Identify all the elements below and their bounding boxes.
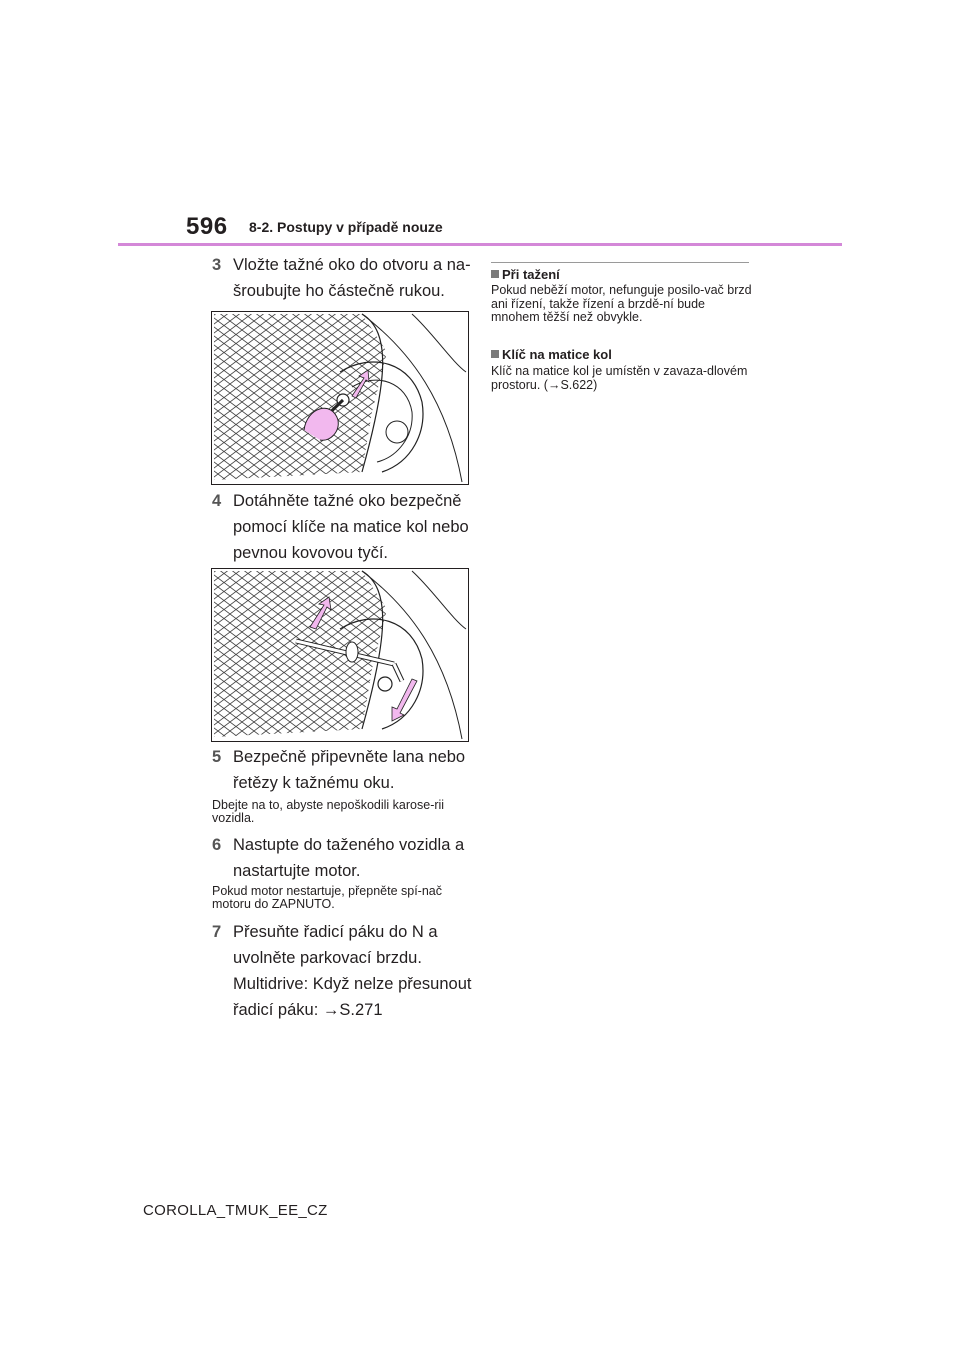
figure-tighten-towing-eye [211, 568, 469, 742]
step-text: Dotáhněte tažné oko bezpečně pomocí klíče na matice kol nebo pevnou kovovou tyčí. [233, 492, 469, 562]
square-bullet-icon [491, 350, 499, 358]
grille-illustration-1 [212, 312, 468, 484]
step-3 [212, 252, 472, 304]
step-text: Přesuňte řadicí páku do N a uvolněte parkovací brzdu. Multidrive: Když nelze přesunout řadicí páku: →S.271 [233, 923, 472, 1019]
step-text: Vložte tažné oko do otvoru a na-šroubujte ho částečně rukou. [233, 256, 471, 300]
step-6 [212, 832, 472, 884]
footer-doc-code: COROLLA_TMUK_EE_CZ [143, 1202, 328, 1219]
step-number: 4 [212, 492, 222, 510]
heading-text: Klíč na matice kol [502, 347, 612, 362]
step-text: Nastupte do taženého vozidla a nastartujte motor. [233, 836, 465, 880]
header-divider [118, 243, 842, 246]
heading-wheel-wrench [491, 347, 612, 362]
step-number: 7 [212, 923, 222, 941]
step-4 [212, 488, 472, 566]
text-towing: Pokud neběží motor, nefunguje posilo-vač brzd ani řízení, takže řízení a brzdě-ní bude mnohem těžší než obvykle. [491, 283, 752, 324]
step-number: 6 [212, 836, 222, 854]
step-text: Bezpečně připevněte lana nebo řetězy k tažnému oku. [233, 748, 466, 792]
heading-towing [491, 267, 560, 282]
step-number: 5 [212, 748, 222, 766]
step-7 [212, 919, 472, 1023]
step-5 [212, 744, 472, 796]
note-body-damage: Dbejte na to, abyste nepoškodili karose-rii vozidla. [212, 798, 445, 825]
grille-illustration-2 [212, 569, 468, 741]
page-number: 596 [186, 213, 228, 240]
right-column-divider [491, 262, 749, 263]
square-bullet-icon [491, 270, 499, 278]
heading-text: Při tažení [502, 267, 560, 282]
section-title: 8-2. Postupy v případě nouze [249, 219, 443, 235]
note-engine-start: Pokud motor nestartuje, přepněte spí-nač motoru do ZAPNUTO. [212, 884, 442, 911]
step-number: 3 [212, 256, 222, 274]
text-wheel-wrench: Klíč na matice kol je umístěn v zavaza-dlovém prostoru. (→S.622) [491, 364, 748, 392]
figure-insert-towing-eye [211, 311, 469, 485]
